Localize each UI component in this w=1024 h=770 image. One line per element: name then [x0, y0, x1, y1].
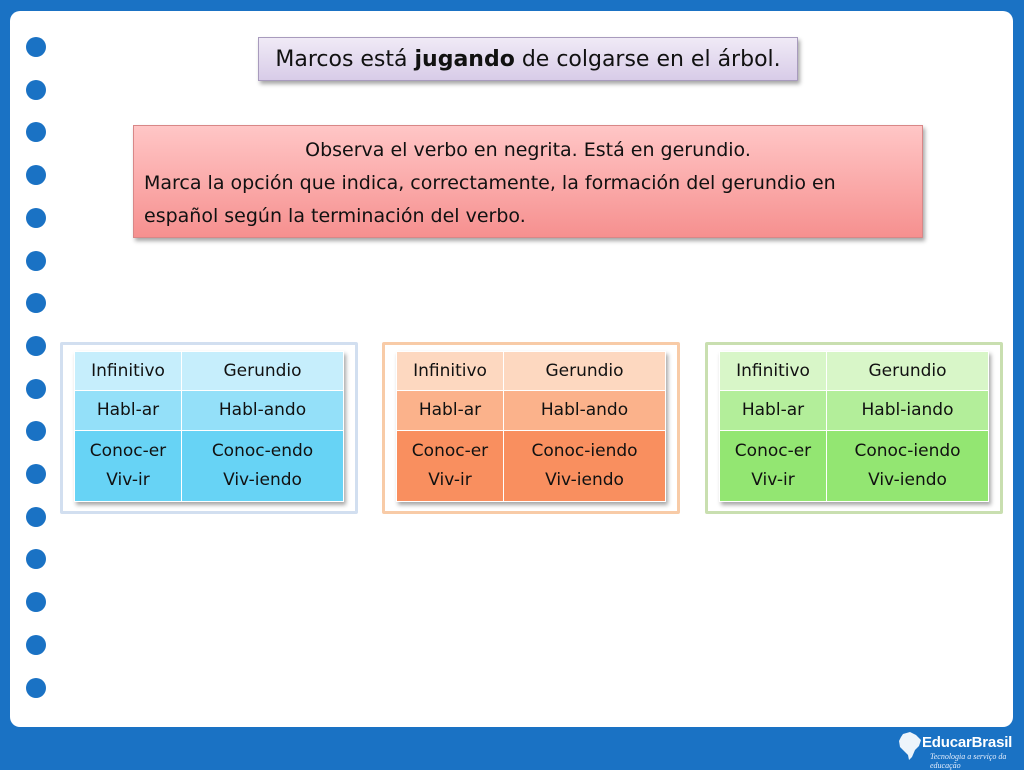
binding-hole — [26, 635, 46, 655]
gerund-ar: Habl-ando — [504, 391, 666, 430]
option-2[interactable] — [382, 342, 680, 514]
gerund-ir: Viv-iendo — [545, 469, 624, 490]
logo-name: EducarBrasil — [922, 734, 1013, 751]
conjugation-table — [74, 351, 344, 502]
infinitive-ar: Habl-ar — [397, 391, 504, 430]
instruction-box — [133, 125, 923, 238]
instruction-line-1: Observa el verbo en negrita. Está en gerundio. — [305, 139, 751, 161]
header-gerund: Gerundio — [504, 352, 666, 391]
infinitive-er: Conoc-er — [734, 440, 812, 461]
infinitive-ar: Habl-ar — [720, 391, 827, 430]
infinitive-er: Conoc-er — [89, 440, 167, 461]
infinitive-er-ir — [397, 430, 504, 502]
sentence-end: de colgarse en el árbol. — [514, 47, 781, 72]
header-infinitive: Infinitivo — [720, 352, 827, 391]
conjugation-table — [396, 351, 666, 502]
infinitive-er-ir — [75, 430, 182, 502]
infinitive-er-ir — [720, 430, 827, 502]
binding-hole — [26, 165, 46, 185]
binding-hole — [26, 336, 46, 356]
conjugation-table — [719, 351, 989, 502]
binding-hole — [26, 464, 46, 484]
binding-hole — [26, 379, 46, 399]
instruction-line-2: Marca la opción que indica, correctamente, la formación del gerundio en español según la terminación del verbo. — [144, 172, 836, 227]
gerund-ir: Viv-iendo — [223, 469, 302, 490]
gerund-ar: Habl-iando — [827, 391, 989, 430]
gerund-er-ir — [827, 430, 989, 502]
binding-hole — [26, 208, 46, 228]
header-gerund: Gerundio — [182, 352, 344, 391]
binding-hole — [26, 251, 46, 271]
header-infinitive: Infinitivo — [397, 352, 504, 391]
gerund-er: Conoc-iendo — [854, 440, 961, 461]
infinitive-ir: Viv-ir — [428, 469, 472, 490]
gerund-er: Conoc-iendo — [531, 440, 638, 461]
infinitive-ar: Habl-ar — [75, 391, 182, 430]
binding-hole — [26, 80, 46, 100]
option-3[interactable] — [705, 342, 1003, 514]
logo-tagline: Tecnologia a serviço da educação — [930, 752, 1007, 770]
highlighted-verb: jugando — [414, 47, 515, 72]
gerund-er-ir — [504, 430, 666, 502]
gerund-ar: Habl-ando — [182, 391, 344, 430]
option-1[interactable] — [60, 342, 358, 514]
gerund-ir: Viv-iendo — [868, 469, 947, 490]
header-infinitive: Infinitivo — [75, 352, 182, 391]
infinitive-ir: Viv-ir — [106, 469, 150, 490]
brazil-map-icon — [898, 731, 922, 761]
gerund-er: Conoc-endo — [211, 440, 314, 461]
binding-hole — [26, 592, 46, 612]
sentence-start: Marcos está — [275, 47, 415, 72]
binding-hole — [26, 678, 46, 698]
infinitive-er: Conoc-er — [411, 440, 489, 461]
example-sentence — [258, 37, 798, 81]
header-gerund: Gerundio — [827, 352, 989, 391]
infinitive-ir: Viv-ir — [751, 469, 795, 490]
educarbrasil-logo — [898, 729, 1018, 770]
binding-hole — [26, 507, 46, 527]
binding-hole — [26, 37, 46, 57]
gerund-er-ir — [182, 430, 344, 502]
